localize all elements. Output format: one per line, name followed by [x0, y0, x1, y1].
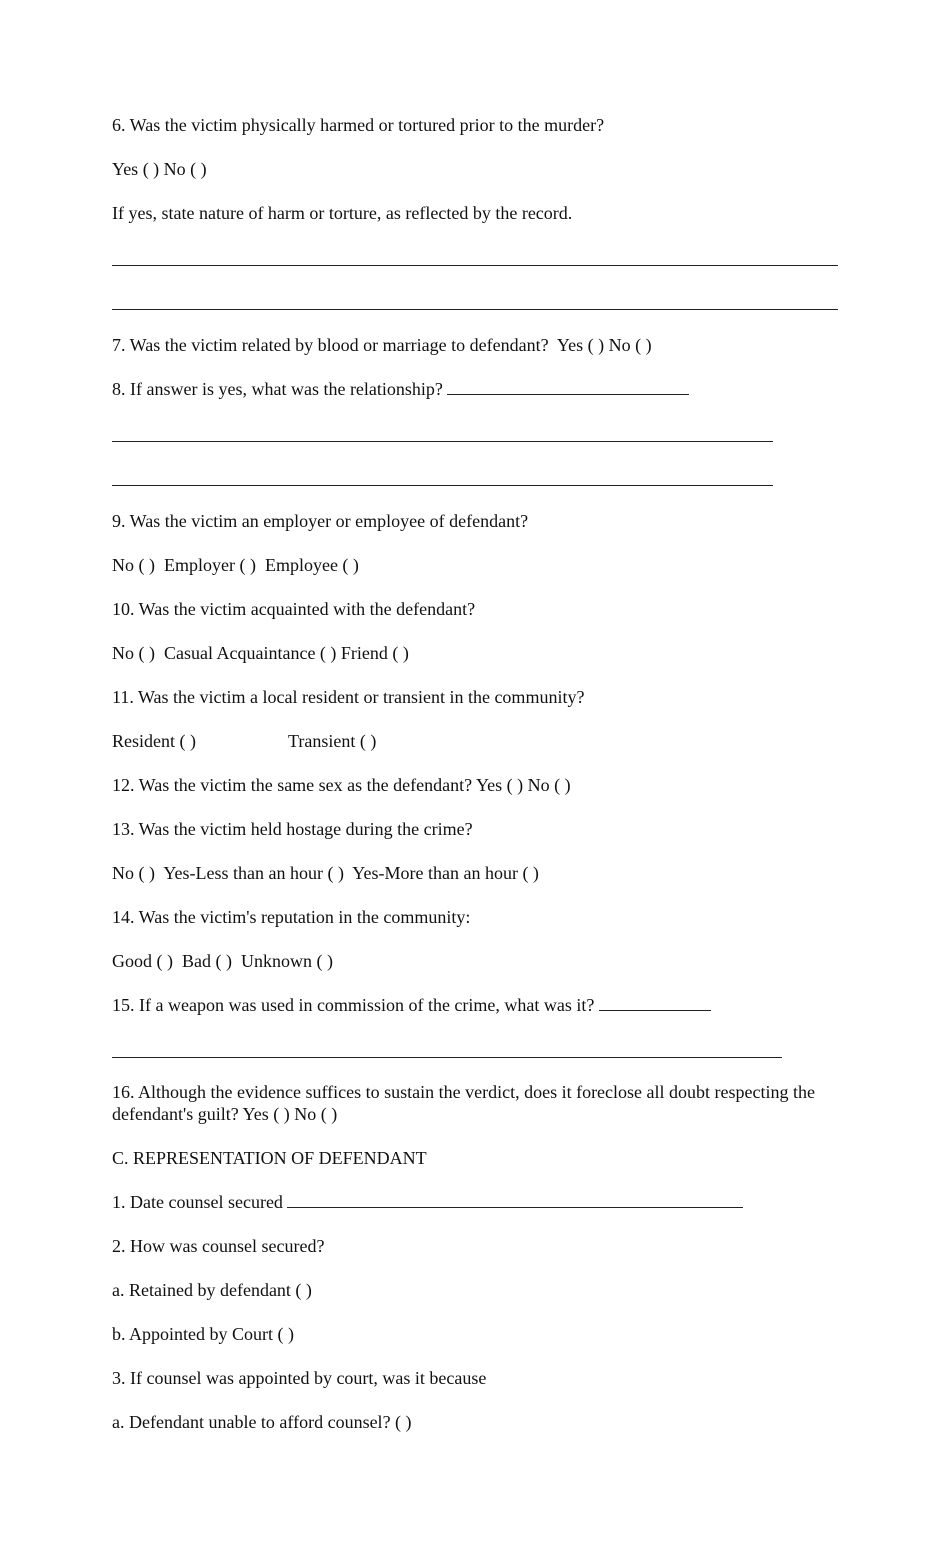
question-13-options: No ( ) Yes-Less than an hour ( ) Yes-More than an hour ( ): [112, 863, 539, 883]
section-c-question-1: 1. Date counsel secured: [112, 1192, 283, 1212]
answer-line[interactable]: [112, 309, 838, 310]
question-7: 7. Was the victim related by blood or marriage to defendant? Yes ( ) No ( ): [112, 335, 652, 355]
question-9-options: No ( ) Employer ( ) Employee ( ): [112, 555, 359, 575]
question-11: 11. Was the victim a local resident or transient in the community?: [112, 687, 585, 707]
question-8-row: [112, 378, 689, 400]
answer-line[interactable]: [112, 1057, 782, 1058]
question-9: 9. Was the victim an employer or employee of defendant?: [112, 511, 529, 531]
answer-line[interactable]: [112, 485, 773, 486]
section-c-heading: C. REPRESENTATION OF DEFENDANT: [112, 1148, 427, 1168]
question-8: 8. If answer is yes, what was the relationship?: [112, 379, 443, 399]
answer-line[interactable]: [112, 441, 773, 442]
question-6-followup: If yes, state nature of harm or torture, as reflected by the record.: [112, 203, 573, 223]
question-6-options: Yes ( ) No ( ): [112, 159, 207, 179]
question-13: 13. Was the victim held hostage during the crime?: [112, 819, 473, 839]
question-15-row: [112, 994, 711, 1016]
question-11-option-transient: Transient ( ): [288, 731, 377, 751]
answer-line[interactable]: [112, 265, 838, 266]
section-c-question-3: 3. If counsel was appointed by court, was it because: [112, 1368, 487, 1388]
question-10: 10. Was the victim acquainted with the defendant?: [112, 599, 476, 619]
section-c-question-1-row: [112, 1191, 743, 1213]
question-14: 14. Was the victim's reputation in the community:: [112, 907, 471, 927]
section-c-question-2a: a. Retained by defendant ( ): [112, 1280, 312, 1300]
question-6: 6. Was the victim physically harmed or tortured prior to the murder?: [112, 115, 605, 135]
weapon-answer-line[interactable]: [599, 994, 711, 1011]
section-c-question-3a: a. Defendant unable to afford counsel? ( ): [112, 1412, 412, 1432]
question-16: 16. Although the evidence suffices to sustain the verdict, does it foreclose all doubt respecting the defendant's guilt? Yes ( ) No ( ): [112, 1082, 815, 1124]
question-12: 12. Was the victim the same sex as the defendant? Yes ( ) No ( ): [112, 775, 571, 795]
question-15: 15. If a weapon was used in commission of the crime, what was it?: [112, 995, 595, 1015]
question-14-options: Good ( ) Bad ( ) Unknown ( ): [112, 951, 333, 971]
section-c-question-2b: b. Appointed by Court ( ): [112, 1324, 294, 1344]
question-11-option-resident: Resident ( ): [112, 731, 196, 751]
date-counsel-answer-line[interactable]: [287, 1191, 743, 1208]
relationship-answer-line[interactable]: [447, 378, 689, 395]
section-c-question-2: 2. How was counsel secured?: [112, 1236, 325, 1256]
question-10-options: No ( ) Casual Acquaintance ( ) Friend ( ): [112, 643, 409, 663]
